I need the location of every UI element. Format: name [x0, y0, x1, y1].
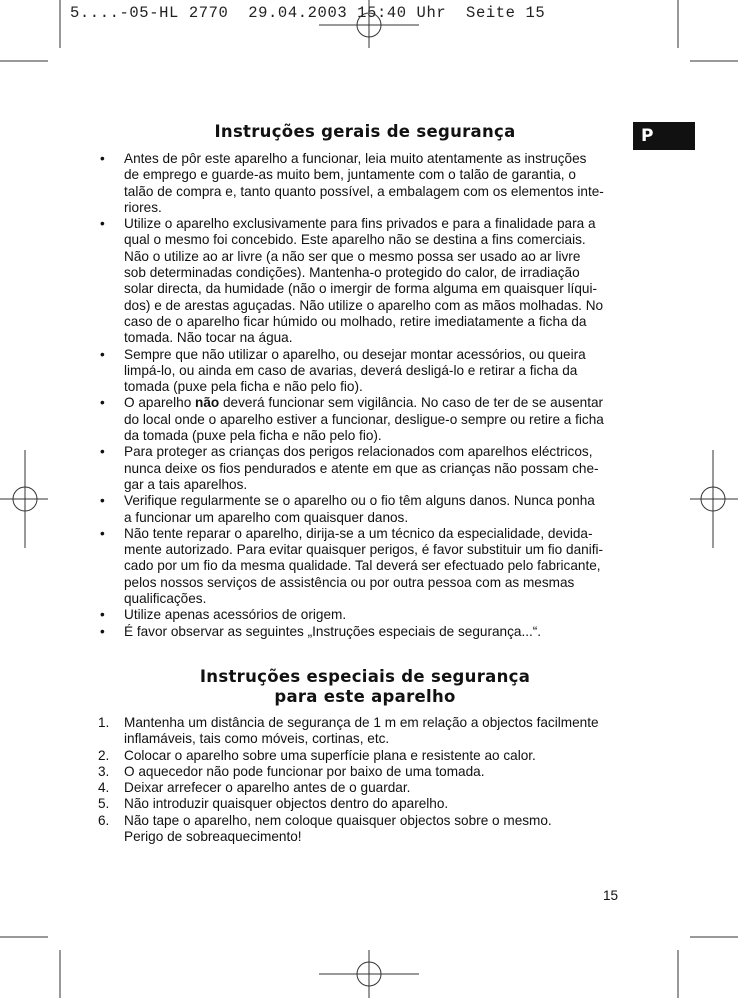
- registration-mark-left: [0, 450, 48, 548]
- bullet: •: [100, 151, 105, 166]
- registration-mark-right: [690, 450, 738, 548]
- bullet: •: [100, 216, 105, 232]
- registration-mark-top: [319, 0, 419, 48]
- language-tab: P: [633, 122, 695, 150]
- bullet: •: [100, 623, 105, 639]
- list-item: • Utilize apenas acessórios de origem.: [100, 607, 347, 623]
- item-number: 1.: [98, 715, 110, 730]
- general-safety-heading: Instruções gerais de segurança: [214, 122, 516, 141]
- item-number: 3.: [98, 763, 110, 779]
- print-header: 5....-05-HL 2770 29.04.2003 15:40 Uhr Seite 15: [70, 4, 546, 22]
- special-safety-heading: [100, 667, 630, 707]
- bullet: •: [100, 607, 105, 623]
- emphasis-nao: não: [195, 395, 220, 411]
- registration-mark-bottom: [319, 950, 419, 998]
- bullet: •: [100, 525, 105, 541]
- list-item: • Para proteger as crianças dos perigos relacionados com aparelhos eléctricos, nunca deixe os fios pendurados e atente em que as crianças não possam che- gar a tais aparelhos.: [100, 444, 599, 492]
- list-item: 1. Mantenha um distância de segurança de 1 m em relação a objectos facilmente inflamáveis, tais como móveis, cortinas, etc.: [98, 715, 599, 747]
- bullet: •: [100, 493, 105, 509]
- page-number: 15: [603, 888, 619, 903]
- item-number: 6.: [98, 812, 110, 828]
- bullet: •: [100, 346, 105, 362]
- special-safety-heading-line2: para este aparelho: [274, 687, 456, 706]
- list-item: • Utilize o aparelho exclusivamente para fins privados e para a finalidade para a qual o mesmo foi concebido. Este aparelho não se destina a fins comerciais. Não o utilize ao ar livre (a não ser que o mesmo possa ser usado ao ar livre sob determinadas condições). Mantenha-o protegido do calor, de irradiação solar directa, da humidade (não o imergir de forma alguma em quaisquer líqui- dos) e de arestas aguçadas. Não utilize o aparelho com as mãos molhadas. No caso de o aparelho ficar húmido ou molhado, retire imediatamente a ficha da tomada. Não tocar na água.: [100, 216, 604, 346]
- list-item: 6. Não tape o aparelho, nem coloque quaisquer objectos sobre o mesmo. Perigo de sobreaquecimento!: [98, 812, 552, 845]
- list-item: 3. O aquecedor não pode funcionar por baixo de uma tomada.: [98, 763, 485, 779]
- bullet: •: [100, 444, 105, 460]
- general-safety-list: [94, 151, 630, 640]
- special-safety-heading-line1: Instruções especiais de segurança: [199, 667, 531, 686]
- item-number: 2.: [98, 747, 110, 763]
- list-item: • Não tente reparar o aparelho, dirija-se a um técnico da especialidade, devida- mente autorizado. Para evitar quaisquer perigos, é favor substituir um fio danifi- cado por um fio da mesma qualidade. Tal deverá ser efectuado pelo fabricante, pelos nossos serviços de assistência ou por outra pessoa com as mesmas qualificações.: [100, 525, 604, 607]
- list-item: • Antes de pôr este aparelho a funcionar, leia muito atentamente as instruções de emprego e guarde-as muito bem, juntamente com o talão de garantia, o talão de compra e, tanto quanto possível, a embalagem com os elementos inte- riores.: [100, 151, 604, 215]
- list-item: 2. Colocar o aparelho sobre uma superfície plana e resistente ao calor.: [98, 747, 536, 763]
- special-safety-list: [94, 715, 630, 845]
- list-item: 5. Não introduzir quaisquer objectos dentro do aparelho.: [98, 796, 449, 812]
- bullet: •: [100, 395, 105, 411]
- list-item: • É favor observar as seguintes „Instruções especiais de segurança...“.: [100, 623, 542, 639]
- item-number: 4.: [98, 780, 110, 796]
- list-item: • Sempre que não utilizar o aparelho, ou desejar montar acessórios, ou queira limpá-lo, ou ainda em caso de avarias, deverá desligá-lo e retirar a ficha da tomada (puxe pela ficha e não pelo fio).: [100, 346, 586, 395]
- list-item: • O aparelho não deverá funcionar sem vigilância. No caso de ter de se ausentar do local onde o aparelho estiver a funcionar, desligue-o sempre ou retire a ficha da tomada (puxe pela ficha e não pelo fio).: [100, 395, 604, 444]
- list-item: 4. Deixar arrefecer o aparelho antes de o guardar.: [98, 780, 411, 796]
- item-number: 5.: [98, 796, 110, 812]
- list-item: • Verifique regularmente se o aparelho ou o fio têm alguns danos. Nunca ponha a funcionar um aparelho com quaisquer danos.: [100, 493, 595, 525]
